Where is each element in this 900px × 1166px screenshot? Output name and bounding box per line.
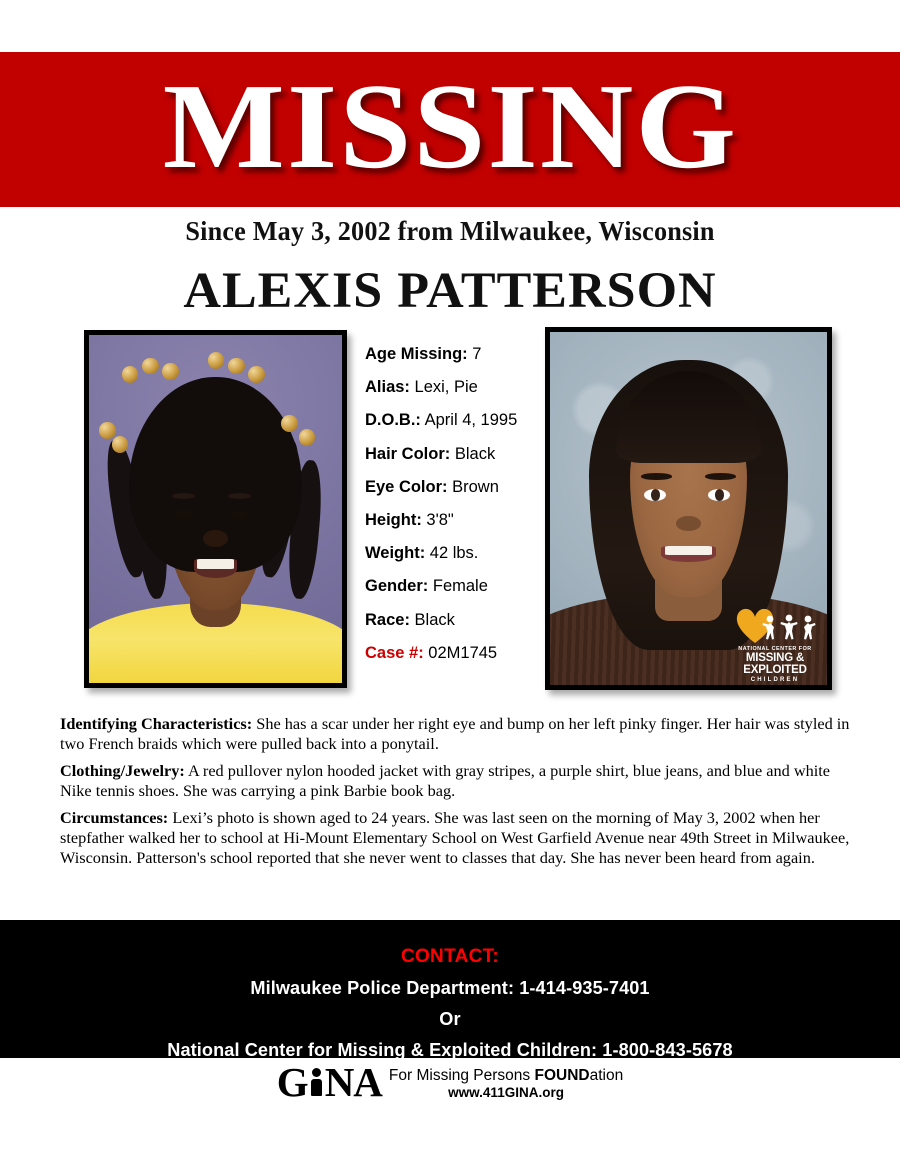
hair-bead [99, 422, 115, 439]
tagline-suffix: ation [589, 1067, 624, 1084]
eye [175, 509, 193, 520]
desc-label: Identifying Characteristics: [60, 714, 253, 733]
desc-text: A red pullover nylon hooded jacket with gray stripes, a purple shirt, blue jeans, and blue and white Nike tennis shoes. She was carrying a pink Barbie book bag. [60, 761, 831, 800]
teeth [665, 546, 713, 555]
ncmec-line3: EXPLOITED [743, 663, 807, 676]
child-photo [89, 335, 342, 683]
desc-text: She has a scar under her right eye and bump on her left pinky finger. Her hair was styled in two French braids which were pulled back into a ponytail. [60, 714, 850, 753]
desc-text: Lexi’s photo is shown aged to 24 years. She was last seen on the morning of May 3, 2002 when her stepfather walked her to school at Hi-Mount Elementary School on West Garfield Avenue near 49th Street in Milwaukee, Wisconsin. Patterson's school reported that she never went to classes that day. She has never been heard from again. [60, 808, 850, 867]
contact-ncmec-line[interactable]: National Center for Missing & Exploited Children: 1-800-843-5678 [167, 1039, 733, 1060]
detail-value: 3'8" [426, 510, 454, 529]
detail-row-gender [365, 577, 545, 596]
eyebrow [172, 493, 195, 499]
hair-bead [248, 366, 264, 383]
gina-tagline [389, 1062, 623, 1101]
detail-value: Lexi, Pie [414, 378, 478, 397]
clothing-jewelry-paragraph [60, 761, 850, 800]
detail-row-eye-color [365, 478, 545, 497]
detail-label: Eye Color: [365, 477, 448, 496]
mouth [194, 559, 237, 577]
contact-title: CONTACT: [400, 946, 500, 967]
gina-footer [0, 1059, 900, 1105]
detail-label: Height: [365, 510, 422, 529]
ncmec-line2: MISSING & [745, 652, 805, 664]
detail-row-age-missing [365, 345, 545, 364]
detail-row-hair-color [365, 445, 545, 464]
ncmec-logo [727, 604, 823, 682]
since-line: Since May 3, 2002 from Milwaukee, Wisconsin [185, 216, 715, 246]
circumstances-paragraph [60, 808, 850, 867]
hair-bead [281, 415, 297, 432]
detail-label: Hair Color: [365, 444, 451, 463]
gina-logo-na: NA [324, 1059, 382, 1105]
hair-bead [112, 436, 128, 453]
tagline-bold: FOUND [534, 1067, 590, 1084]
descriptions [60, 714, 850, 875]
detail-label: Weight: [365, 544, 426, 563]
detail-row-alias [365, 378, 545, 397]
hair-bead [228, 358, 244, 375]
detail-label: Case #: [365, 643, 424, 662]
detail-value: Black [454, 444, 496, 463]
detail-label: Age Missing: [365, 345, 468, 363]
detail-value: 42 lbs. [429, 544, 479, 563]
detail-row-race [365, 611, 545, 630]
contact-block [0, 920, 900, 1058]
gina-website[interactable]: www.411GINA.org [448, 1085, 564, 1100]
age-progressed-photo [550, 332, 827, 685]
detail-value: 02M1745 [428, 643, 498, 662]
eyebrow [641, 473, 671, 479]
contact-police-line[interactable]: Milwaukee Police Department: 1-414-935-7401 [250, 977, 650, 998]
ncmec-line1: NATIONAL CENTER FOR [738, 646, 812, 652]
mouth [661, 546, 716, 562]
eyebrow [228, 493, 251, 499]
detail-value: Black [414, 610, 455, 629]
detail-row-dob [365, 411, 545, 430]
detail-row-case-number [365, 644, 545, 663]
hair-bead [162, 363, 178, 380]
gina-tagline-text [389, 1067, 623, 1084]
detail-value: 7 [472, 345, 482, 363]
detail-value: April 4, 1995 [424, 411, 518, 430]
detail-row-height [365, 511, 545, 530]
detail-label: Gender: [365, 577, 429, 596]
age-progressed-photo-frame [545, 327, 832, 690]
teeth [197, 559, 235, 569]
eye [708, 489, 730, 501]
gina-person-icon [309, 1066, 324, 1096]
ncmec-mark [727, 604, 823, 648]
identifying-characteristics-paragraph [60, 714, 850, 753]
detail-label: Race: [365, 610, 410, 629]
detail-value: Female [432, 577, 488, 596]
details-list [365, 345, 545, 677]
hair-bead [142, 358, 158, 375]
children-figures-icon [761, 614, 819, 644]
desc-label: Circumstances: [60, 808, 169, 828]
tagline-prefix: For Missing Persons [388, 1067, 535, 1084]
eyebrow [705, 473, 735, 479]
missing-headline: MISSING [162, 58, 738, 194]
contact-or-label: Or [439, 1008, 461, 1029]
gina-logo [276, 1059, 382, 1105]
hair-bead [299, 429, 315, 446]
detail-row-weight [365, 544, 545, 563]
detail-value: Brown [452, 477, 499, 496]
child-photo-frame [84, 330, 347, 688]
detail-label: Alias: [365, 378, 410, 397]
gina-logo-g: G [276, 1059, 308, 1105]
detail-label: D.O.B.: [365, 411, 421, 430]
ncmec-line4: CHILDREN [750, 677, 800, 683]
page-title: ALEXIS PATTERSON [183, 263, 717, 319]
missing-banner [0, 52, 900, 207]
desc-label: Clothing/Jewelry: [60, 761, 185, 781]
